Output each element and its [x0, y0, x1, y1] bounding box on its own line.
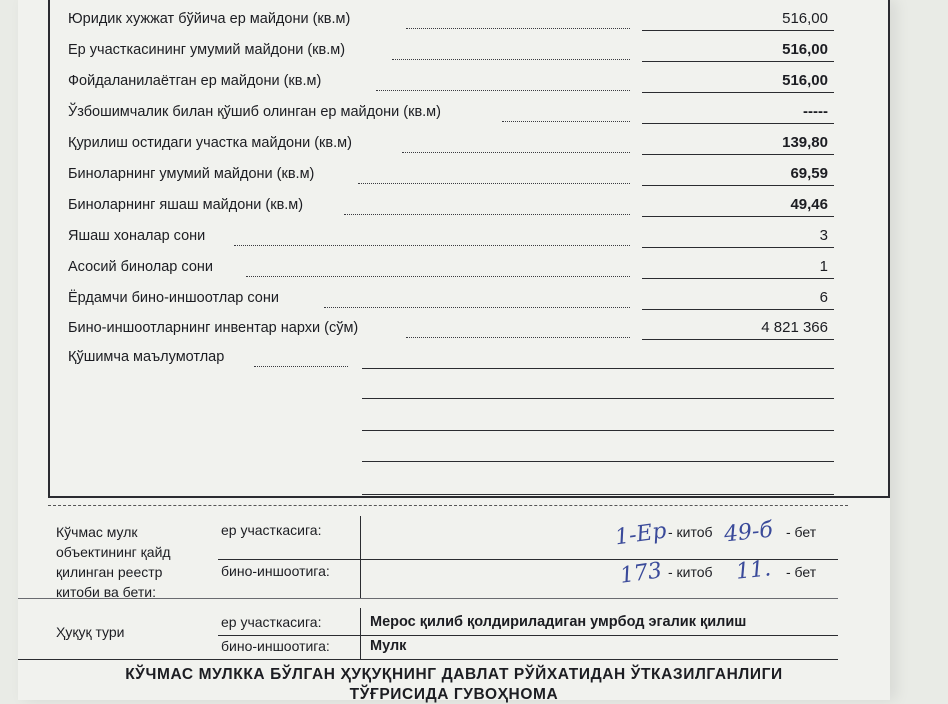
property-row: [18, 221, 890, 251]
rights-land-value: Мерос қилиб қолдириладиган умрбод эгалик қилиш: [370, 614, 747, 630]
value-underline: [642, 30, 834, 31]
property-row: [18, 66, 890, 96]
value-underline: [642, 278, 834, 279]
registry-label-line: қилинган реестр: [56, 564, 163, 580]
registry-building-page-word: - бет: [786, 564, 817, 580]
registry-vertical-divider: [360, 516, 361, 598]
registry-land-book-handwritten: 1-Ер: [613, 518, 669, 551]
registry-label-line: Кўчмас мулк: [56, 524, 138, 540]
property-label: Биноларнинг яшаш майдони (кв.м): [68, 197, 304, 213]
registry-label-line: китоби ва бети:: [56, 584, 156, 600]
rights-land-label: ер участкасига:: [221, 614, 322, 630]
dotted-leader: [234, 245, 630, 246]
property-value: 139,80: [782, 134, 828, 151]
property-row: [18, 252, 890, 282]
divider: [18, 598, 838, 599]
registry-land-page-word: - бет: [786, 524, 817, 540]
registry-building-book-handwritten: 173: [618, 558, 664, 589]
property-value: 6: [819, 289, 828, 306]
property-row: [18, 159, 890, 189]
dotted-leader: [402, 152, 630, 153]
property-label: Биноларнинг умумий майдони (кв.м): [68, 166, 315, 182]
property-value: 69,59: [790, 165, 828, 182]
dotted-leader: [358, 183, 630, 184]
property-label: Ўзбошимчалик билан қўшиб олинган ер майдони (кв.м): [68, 104, 441, 120]
additional-info-label: Қўшимча маълумотлар: [68, 349, 225, 365]
additional-info-line: [362, 461, 834, 462]
property-row: [18, 190, 890, 220]
dotted-leader: [392, 59, 630, 60]
property-value: -----: [803, 103, 828, 120]
value-underline: [642, 339, 834, 340]
registry-building-book-word: - китоб: [668, 564, 713, 580]
property-value: 3: [819, 227, 828, 244]
rights-building-value: Мулк: [370, 638, 407, 654]
dotted-leader: [246, 276, 630, 277]
additional-info-line: [362, 430, 834, 431]
value-underline: [642, 123, 834, 124]
property-row: [18, 4, 890, 34]
value-underline: [642, 185, 834, 186]
registry-label-line: объектининг қайд: [56, 544, 171, 560]
rights-label: Ҳуқуқ тури: [56, 624, 125, 640]
additional-info-line: [362, 494, 834, 495]
property-label: Яшаш хоналар сони: [68, 228, 206, 244]
registry-label: [56, 522, 171, 602]
property-row: [18, 313, 890, 343]
property-label: Ёрдамчи бино-иншоотлар сони: [68, 290, 279, 306]
certificate-title-line1: КЎЧМАС МУЛККА БЎЛГАН ҲУҚУҚНИНГ ДАВЛАТ РЎЙХАТИДАН ЎТКАЗИЛГАНЛИГИ: [125, 666, 783, 683]
rights-row-divider: [218, 635, 838, 636]
property-row: [18, 283, 890, 313]
registry-building-label: бино-иншоотига:: [221, 563, 330, 579]
registry-building-page-handwritten: 11.: [734, 556, 773, 585]
additional-info-line: [362, 368, 834, 369]
property-label: Қурилиш остидаги участка майдони (кв.м): [68, 135, 352, 151]
property-value: 4 821 366: [761, 319, 828, 336]
dotted-leader: [376, 90, 630, 91]
dotted-leader: [502, 121, 630, 122]
additional-info-line: [362, 398, 834, 399]
property-row: [18, 35, 890, 65]
property-label: Юридик хужжат бўйича ер майдони (кв.м): [68, 11, 351, 27]
dotted-leader: [406, 28, 630, 29]
property-label: Бино-иншоотларнинг инвентар нархи (сўм): [68, 320, 359, 336]
property-value: 516,00: [782, 72, 828, 89]
value-underline: [642, 92, 834, 93]
dotted-leader: [254, 366, 348, 367]
certificate-title-line2: ТЎҒРИСИДА ГУВОҲНОМА: [349, 686, 559, 703]
document-page: [18, 0, 890, 703]
value-underline: [642, 216, 834, 217]
value-underline: [642, 247, 834, 248]
frame-border-bottom: [48, 496, 890, 498]
property-value: 1: [819, 258, 828, 275]
property-label: Ер участкасининг умумий майдони (кв.м): [68, 42, 346, 58]
value-underline: [642, 309, 834, 310]
property-value: 49,46: [790, 196, 828, 213]
property-value: 516,00: [782, 41, 828, 58]
dotted-leader: [406, 337, 630, 338]
dotted-leader: [324, 307, 630, 308]
registry-land-label: ер участкасига:: [221, 522, 322, 538]
value-underline: [642, 154, 834, 155]
property-row: [18, 97, 890, 127]
rights-vertical-divider: [360, 608, 361, 660]
property-label: Фойдаланилаётган ер майдони (кв.м): [68, 73, 322, 89]
property-row: [18, 128, 890, 158]
property-value: 516,00: [782, 10, 828, 27]
rights-building-label: бино-иншоотига:: [221, 638, 330, 654]
dotted-leader: [344, 214, 630, 215]
divider: [48, 505, 848, 506]
divider: [18, 659, 838, 660]
property-label: Асосий бинолар сони: [68, 259, 213, 275]
registry-land-book-word: - китоб: [668, 524, 713, 540]
value-underline: [642, 61, 834, 62]
registry-land-page-handwritten: 49-б: [722, 517, 775, 548]
